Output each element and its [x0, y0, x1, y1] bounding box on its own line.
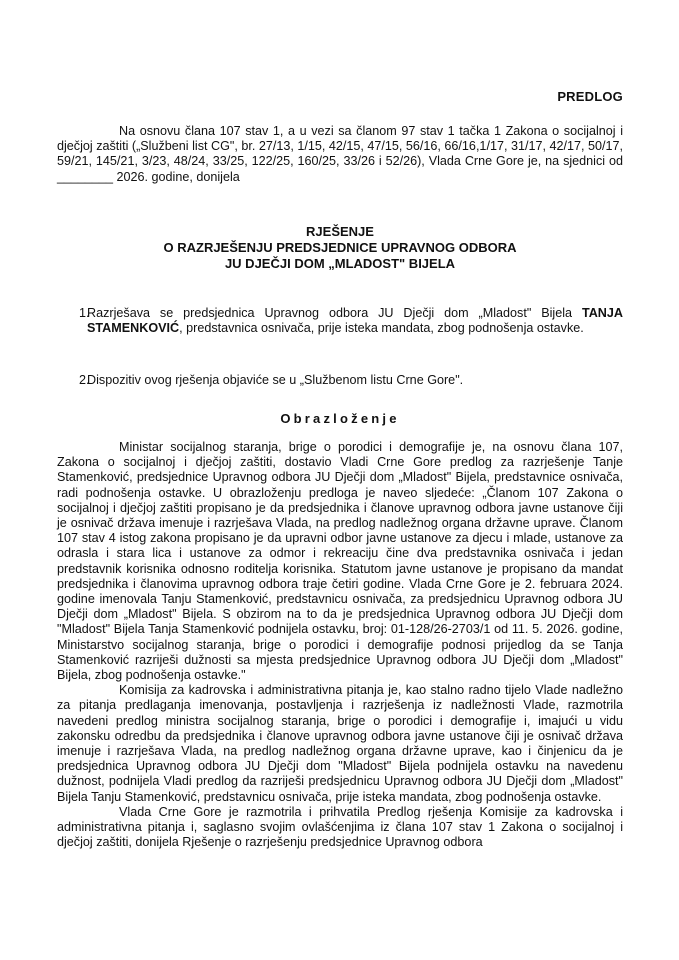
decision-title: [57, 224, 623, 272]
person-name: TANJA STAMENKOVIĆ: [87, 306, 623, 336]
reasoning-paragraph-1: Ministar socijalnog staranja, brige o porodici i demografije je, na osnovu člana 107, Zakona o socijalnoj i dječjoj zaštiti, dostavio Vladi Crne Gore predlog za razrješenje Tanje Stamenković, predsjednice Upravnog odbora JU Dječji dom „Mladost" Bijela, predstavnice osnivača, radi podnošenja ostavke. U obrazloženju predloga je naveo sljedeće: „Članom 107 Zakona o socijalnoj i dječjoj zaštiti propisano je da predsjednika i članove upravnog odbora javne ustanove čiji je osnivač država imenuje i razrješava Vlada, na predlog nadležnog organa državne uprave. Članom 107 stav 4 istog zakona propisano je da upravni odbor javne ustanove za djecu i mlade, ustanove za odrasla i stara lica i ustanove za odmor i rekreaciju čine dva predstavnika osnivača i jedan predstavnik korisnika odnosno roditelja korisnika. Statutom javne ustanove je propisano da mandat predsjednika i članovima upravnog odbora traje četiri godine. Vlada Crne Gore je 2. februara 2024. godine imenovala Tanju Stamenković, predstavnicu osnivača, za predsjednicu Upravnog odbora JU Dječji dom „Mladost" Bijela. S obzirom na to da je predsjednica Upravnog odbora JU Dječji dom "Mladost" Bijela Tanja Stamenković podnijela ostavku, broj: 01-128/26-2703/1 od 11. 5. 2026. godine, Ministarstvo socijalnog staranja, brige o porodici i demografije podnosi prijedlog da se Tanja Stamenković razriješi dužnosti sa mjesta predsjednice Upravnog odbora JU Dječji dom „Mladost" Bijela, zbog podnošenja ostavke.": [57, 440, 623, 683]
reasoning-heading: Obrazloženje: [280, 411, 400, 426]
decision-item-1: [57, 306, 623, 336]
reasoning-paragraph-2: Komisija za kadrovska i administrativna pitanja je, kao stalno radno tijelo Vlade nadležno za pitanja predlaganja imenovanja, postavljenja i razrješenja iz nadležnosti Vlade, razmotrila navedeni predlog ministra socijalnog staranja, brige o porodici i demografije i, imajući u vidu zakonsku odredbu da predsjednika i članove upravnog odbora javne ustanove čiji je osnivač država imenuje i razrješava Vlada, na predlog nadležnog organa državne uprave, kao i činjenicu da je predsjednica Upravnog odbora JU Dječji dom "Mladost" Bijela podnijela ostavku na navedenu dužnost, podnijela Vladi predlog da razriješi predsjednicu Upravnog odbora JU Dječji dom „Mladost" Bijela Tanju Stamenković, predstavnicu osnivača, prije isteka mandata, zbog podnošenja ostavke.: [57, 683, 623, 804]
legal-basis-paragraph: Na osnovu člana 107 stav 1, a u vezi sa članom 97 stav 1 tačka 1 Zakona o socijalnoj i dječjoj zaštiti („Službeni list CG", br. 27/13, 1/15, 42/15, 47/15, 56/16, 66/16,1/17, 31/17, 42/17, 50/17, 59/21, 145/21, 3/23, 48/24, 33/25, 122/25, 160/25, 33/26 i 52/26), Vlada Crne Gore je, na sjednici od ________ 2026. godine, donijela: [57, 124, 623, 184]
item-text-after: , predstavnica osnivača, prije isteka mandata, zbog podnošenja ostavke.: [179, 321, 584, 336]
decision-item-2: [57, 373, 623, 388]
document-label-predlog: PREDLOG: [557, 89, 623, 104]
item-text: Dispozitiv ovog rješenja objaviće se u „Službenom listu Crne Gore".: [87, 373, 464, 387]
reasoning-body: [57, 440, 623, 850]
item-number: 2.: [79, 373, 90, 387]
reasoning-paragraph-3: Vlada Crne Gore je razmotrila i prihvatila Predlog rješenja Komisije za kadrovska i administrativna pitanja i, saglasno svojim ovlašćenjima iz člana 107 stav 1 Zakona o socijalnoj i dječjoj zaštiti, donijela Rješenje o razrješenju predsjednice Upravnog odbora: [57, 804, 623, 850]
item-number: 1.: [79, 306, 90, 320]
decision-title-line-3: JU DJEČJI DOM „MLADOST" BIJELA: [224, 256, 456, 271]
item-text-before: Razrješava se predsjednica Upravnog odbora JU Dječji dom „Mladost" Bijela: [87, 306, 582, 320]
decision-title-line-2: O RAZRJEŠENJU PREDSJEDNICE UPRAVNOG ODBORA: [163, 240, 517, 255]
decision-title-line-1: RJEŠENJE: [306, 224, 374, 239]
